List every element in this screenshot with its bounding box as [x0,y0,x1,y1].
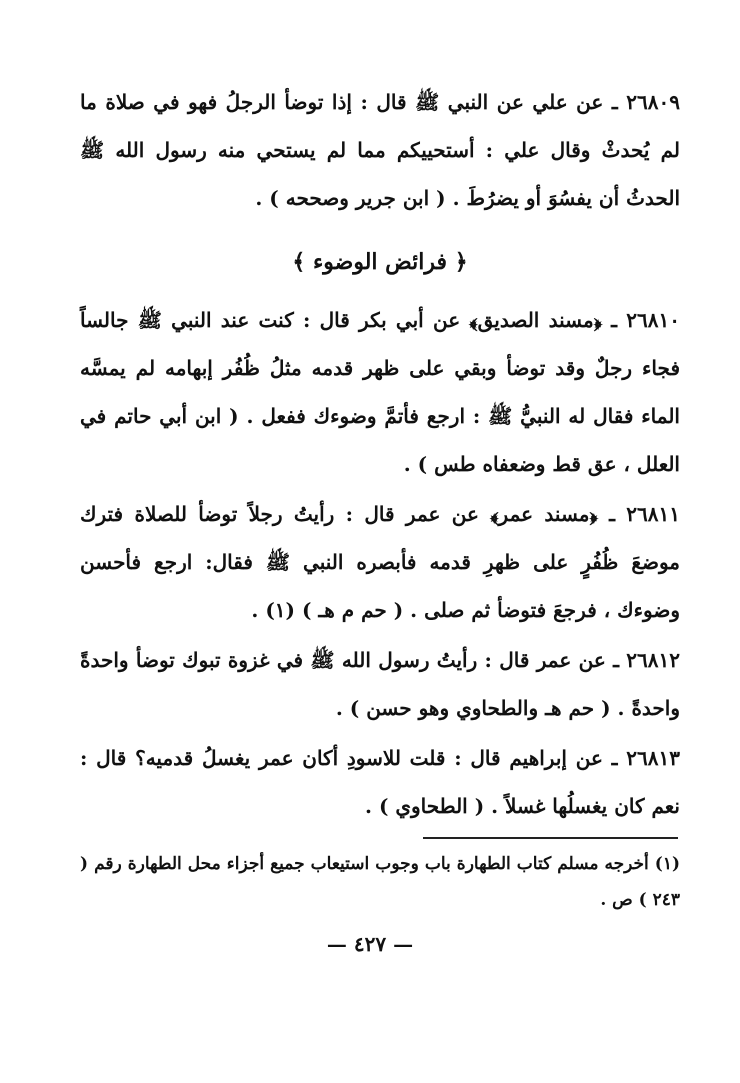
page-number: — ٤٢٧ — [326,932,414,956]
footnote: (١) أخرجه مسلم كتاب الطهارة باب وجوب استيعاب جميع أجزاء محل الطهارة رقم ( ٢٤٣ ) ص . [80,854,680,910]
hadith-paragraph-26813: ٢٦٨١٣ ـ عن إبراهيم قال : قلت للاسودِ أكان عمر يغسلُ قدميه؟ قال : نعم كان يغسلُها غسلاً . ( الطحاوي ) . [80,746,680,818]
hadith-paragraph-26809: ٢٦٨٠٩ ـ عن علي عن النبي ﷺ قال : إذا توضأ الرجلُ فهو في صلاة ما لم يُحدثْ وقال علي : أستحييكم مما لم يستحي منه رسول الله ﷺ الحدثُ أن يفسُوَ أو يضرُطَ . ( ابن جرير وصححه ) . [80,90,680,210]
hadith-paragraph-26812: ٢٦٨١٢ ـ عن عمر قال : رأيتُ رسول الله ﷺ في غزوة تبوك توضأ واحدةً واحدةً . ( حم هـ والطحاوي وهو حسن ) . [80,648,680,720]
footnote-divider [423,837,678,839]
hadith-paragraph-26811: ٢٦٨١١ ـ ﴿مسند عمر﴾ عن عمر قال : رأيتُ رجلاً توضأ للصلاة فترك موضعَ ظُفُرٍ على ظهرِ قدمه فأبصره النبي ﷺ فقال: ارجع فأحسن وضوءك ، فرجعَ فتوضأ ثم صلى . ( حم م هـ ) (١) . [80,502,680,622]
hadith-paragraph-26810: ٢٦٨١٠ ـ ﴿مسند الصديق﴾ عن أبي بكر قال : كنت عند النبي ﷺ جالساً فجاء رجلٌ وقد توضأ وبقي على ظهر قدمه مثلُ ظُفُر إبهامه لم يمسَّه الماء فقال له النبيُّ ﷺ : ارجع فأتمَّ وضوءك ففعل . ( ابن أبي حاتم في العلل ، عق قط وضعفاه طس ) . [80,308,680,476]
section-heading: ﴿ فرائض الوضوء ﴾ [292,249,468,275]
